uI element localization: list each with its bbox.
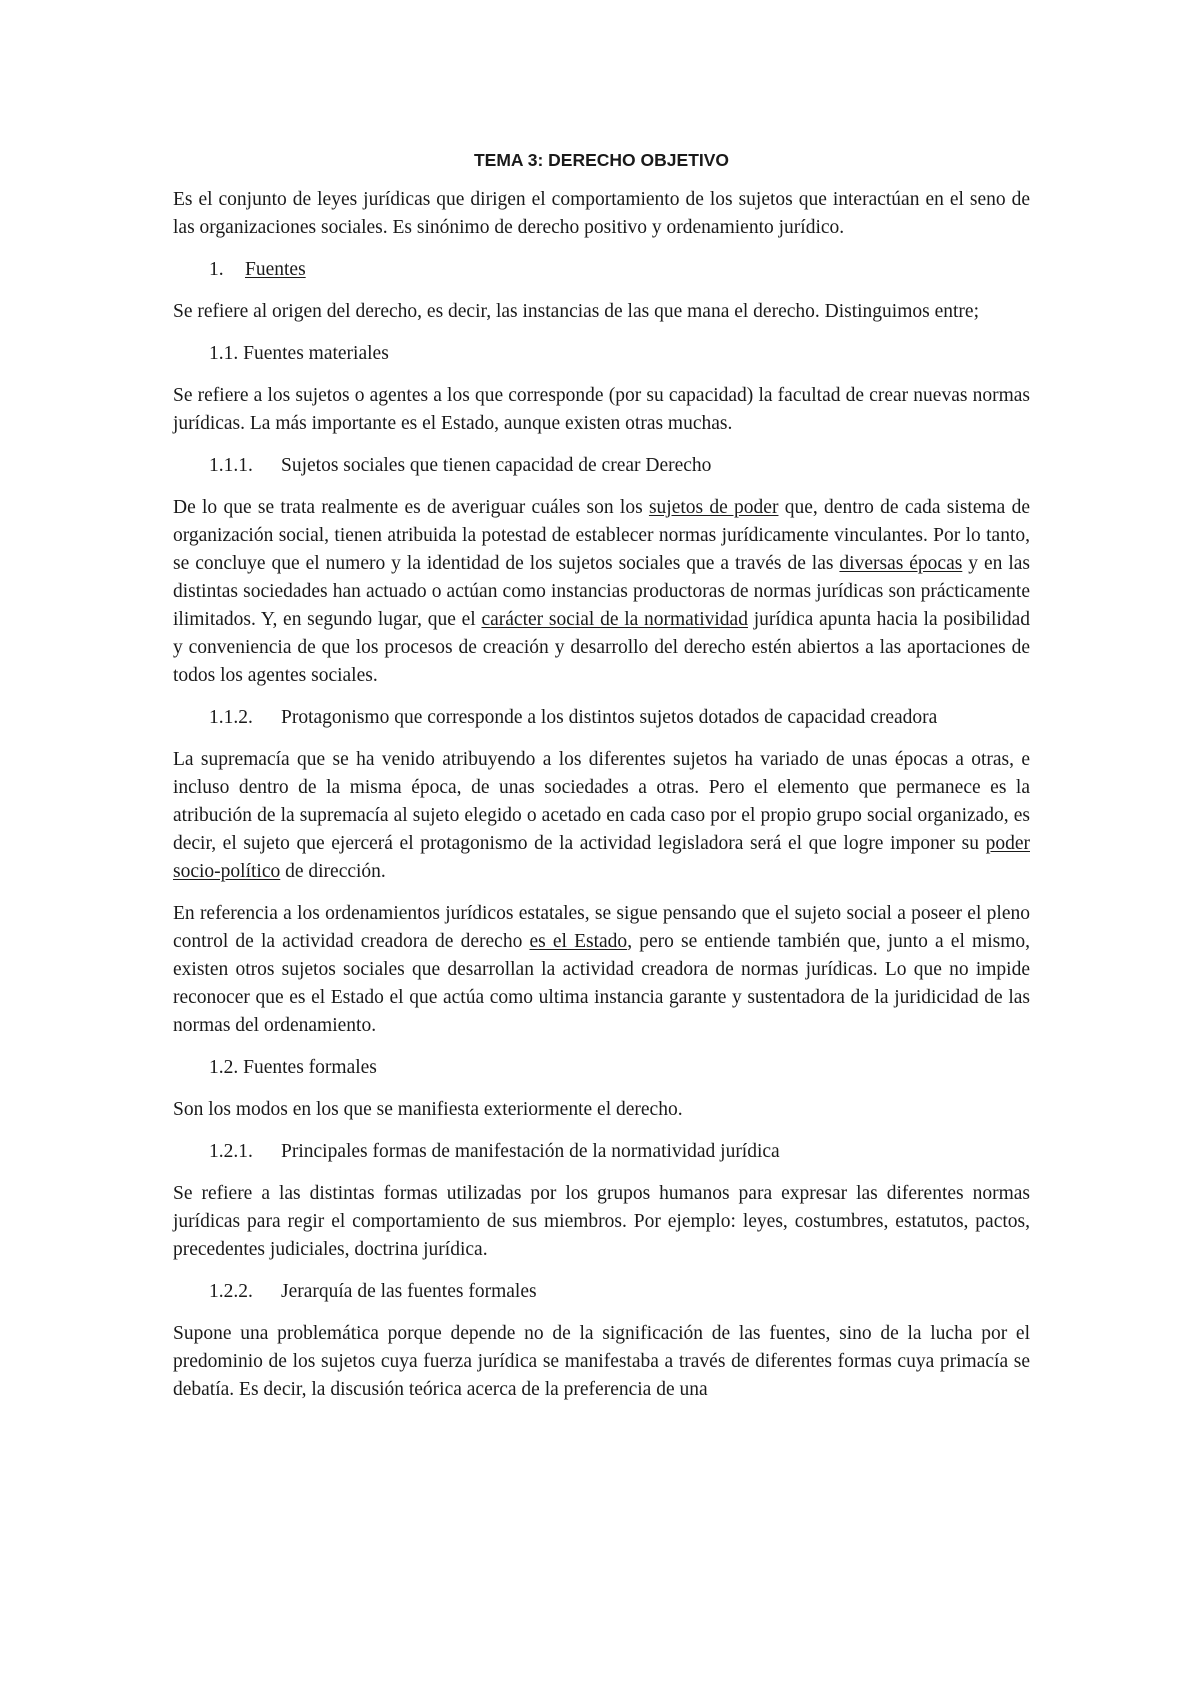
jerarquia-paragraph: Supone una problemática porque depende no de la significación de las fuentes, sino de la lucha por el predominio de los sujetos cuya fuerza jurídica se manifestaba a través de diferentes formas cuya primacía se debatía. Es decir, la discusión teórica acerca de la preferencia de una <box>173 1323 1030 1400</box>
heading-sujetos-sociales <box>173 452 1030 480</box>
sujetos-sociales-paragraph: De lo que se trata realmente es de averiguar cuáles son los sujetos de poder que, dentro de cada sistema de organización social, tienen atribuida la potestad de establecer normas jurídicamente vinculantes. Por lo tanto, se concluye que el numero y la identidad de los sujetos sociales que a través de las diversas épocas y en las distintas sociedades han actuado o actúan como instancias productoras de normas jurídicas son prácticamente ilimitados. Y, en segundo lugar, que el carácter social de la normatividad jurídica apunta hacia la posibilidad y conveniencia de que los procesos de creación y desarrollo del derecho estén abiertos a las aportaciones de todos los agentes sociales. <box>173 497 1030 686</box>
heading-title: Protagonismo que corresponde a los distintos sujetos dotados de capacidad creadora <box>281 707 938 728</box>
document-page <box>173 128 1030 1418</box>
underlined-phrase: es el Estado <box>529 931 628 952</box>
heading-jerarquia <box>173 1278 1030 1306</box>
heading-number: 1.1.1. <box>209 455 253 476</box>
heading-title: Fuentes <box>245 259 306 280</box>
protagonismo-paragraph-2: En referencia a los ordenamientos jurídicos estatales, se sigue pensando que el sujeto social a poseer el pleno control de la actividad creadora de derecho es el Estado, pero se entiende también que, junto a el mismo, existen otros sujetos sociales que desarrollan la actividad creadora de normas jurídicas. Lo que no impide reconocer que es el Estado el que actúa como ultima instancia garante y sustentadora de la juridicidad de las normas del ordenamiento. <box>173 903 1031 1036</box>
heading-title: Principales formas de manifestación de la normatividad jurídica <box>281 1141 780 1162</box>
document-title: TEMA 3: DERECHO OBJETIVO <box>473 150 730 170</box>
heading-number: 1.2.1. <box>209 1141 253 1162</box>
heading-fuentes-materiales: 1.1. Fuentes materiales <box>209 343 389 364</box>
heading-principales-formas <box>173 1138 1030 1166</box>
intro-paragraph: Es el conjunto de leyes jurídicas que dirigen el comportamiento de los sujetos que interactúan en el seno de las organizaciones sociales. Es sinónimo de derecho positivo y ordenamiento jurídico. <box>173 189 1030 238</box>
heading-title: Sujetos sociales que tienen capacidad de crear Derecho <box>281 455 712 476</box>
underlined-phrase: sujetos de poder <box>648 497 779 518</box>
heading-fuentes <box>173 256 1030 284</box>
underlined-phrase: diversas épocas <box>839 553 963 574</box>
underlined-phrase: poder socio-político <box>173 833 1030 882</box>
principales-formas-paragraph: Se refiere a las distintas formas utilizadas por los grupos humanos para expresar las diferentes normas jurídicas para regir el comportamiento de sus miembros. Por ejemplo: leyes, costumbres, estatutos, pactos, precedentes judiciales, doctrina jurídica. <box>173 1183 1030 1260</box>
heading-number: 1.1.2. <box>209 707 253 728</box>
underlined-phrase: carácter social de la normatividad <box>481 609 748 630</box>
heading-number: 1. <box>209 259 224 280</box>
heading-number: 1.2.2. <box>209 1281 253 1302</box>
heading-fuentes-formales: 1.2. Fuentes formales <box>209 1057 377 1078</box>
heading-title: Jerarquía de las fuentes formales <box>281 1281 537 1302</box>
fuentes-paragraph: Se refiere al origen del derecho, es decir, las instancias de las que mana el derecho. Distinguimos entre; <box>173 301 979 322</box>
fuentes-materiales-paragraph: Se refiere a los sujetos o agentes a los que corresponde (por su capacidad) la facultad de crear nuevas normas jurídicas. La más importante es el Estado, aunque existen otras muchas. <box>173 385 1030 434</box>
fuentes-formales-paragraph: Son los modos en los que se manifiesta exteriormente el derecho. <box>173 1099 683 1120</box>
heading-protagonismo <box>173 704 1030 732</box>
protagonismo-paragraph-1: La supremacía que se ha venido atribuyendo a los diferentes sujetos ha variado de unas épocas a otras, e incluso dentro de la misma época, de unas sociedades a otras. Pero el elemento que permanece es la atribución de la supremacía al sujeto elegido o acetado en cada caso por el propio grupo social organizado, es decir, el sujeto que ejercerá el protagonismo de la actividad legisladora será el que logre imponer su poder socio-político de dirección. <box>173 749 1030 882</box>
